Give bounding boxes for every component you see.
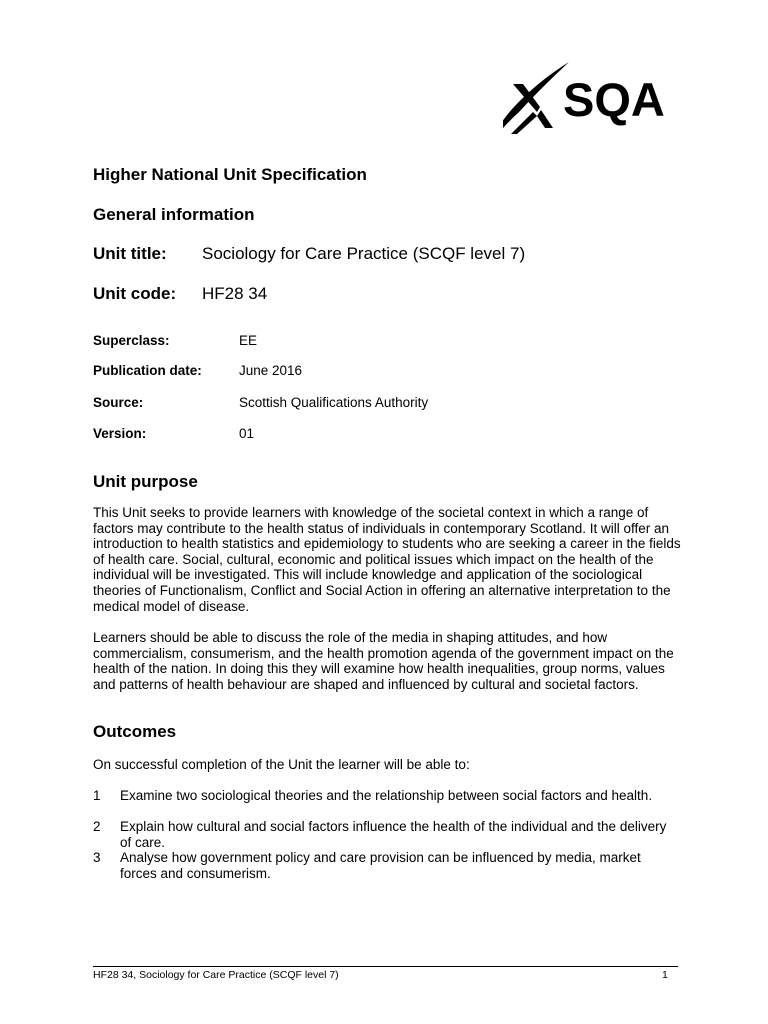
- outcome-text: Examine two sociological theories and the relationship between social factors and health.: [120, 788, 653, 803]
- general-information-heading: General information: [93, 205, 255, 224]
- purpose-paragraph: This Unit seeks to provide learners with knowledge of the societal context in which a range of factors may contribute to the health status of individuals in contemporary Scotland. It will offer an introduction to health statistics and epidemiology to students who are seeking a career in the fields of health care. Social, cultural, economic and political issues which impact on the health of the individual will be investigated. This will include knowledge and application of the sociological theories of Functionalism, Conflict and Social Action in offering an alternative interpretation to the medical model of disease.: [93, 505, 681, 614]
- unit-title-label: Unit title:: [93, 244, 167, 263]
- meta-value: 01: [239, 426, 255, 441]
- unit-title-value: Sociology for Care Practice (SCQF level 7): [202, 244, 526, 263]
- outcomes-intro: On successful completion of the Unit the learner will be able to:: [93, 757, 470, 772]
- outcome-number: 1: [93, 788, 101, 803]
- meta-value: EE: [239, 333, 258, 348]
- meta-value: Scottish Qualifications Authority: [239, 395, 429, 410]
- unit-code-label: Unit code:: [93, 284, 177, 303]
- meta-value: June 2016: [239, 363, 303, 378]
- outcome-text: Analyse how government policy and care provision can be influenced by media, market forces and consumerism.: [120, 850, 641, 881]
- outcomes-heading: Outcomes: [93, 722, 177, 741]
- meta-label: Version:: [93, 426, 147, 441]
- purpose-paragraph: Learners should be able to discuss the role of the media in shaping attitudes, and how commercialism, consumerism, and the health promotion agenda of the government impact on the health of the nation. In doing this they will examine how health inequalities, group norms, values and patterns of health behaviour are shaped and influenced by cultural and societal factors.: [93, 630, 674, 692]
- meta-label: Superclass:: [93, 333, 170, 348]
- unit-code-value: HF28 34: [202, 284, 268, 303]
- meta-label: Source:: [93, 395, 144, 410]
- footer-divider: [93, 966, 678, 967]
- outcome-number: 2: [93, 819, 101, 834]
- outcome-text: Explain how cultural and social factors influence the health of the individual and the delivery of care.: [120, 819, 667, 850]
- meta-label: Publication date:: [93, 363, 202, 378]
- document-heading: Higher National Unit Specification: [93, 165, 367, 184]
- logo-text: SQA: [563, 73, 665, 126]
- outcome-number: 3: [93, 850, 101, 865]
- unit-purpose-heading: Unit purpose: [93, 472, 198, 491]
- footer-unit-reference: HF28 34, Sociology for Care Practice (SCQF level 7): [93, 969, 339, 981]
- sqa-logo: [503, 62, 693, 160]
- page-number: 1: [662, 969, 668, 981]
